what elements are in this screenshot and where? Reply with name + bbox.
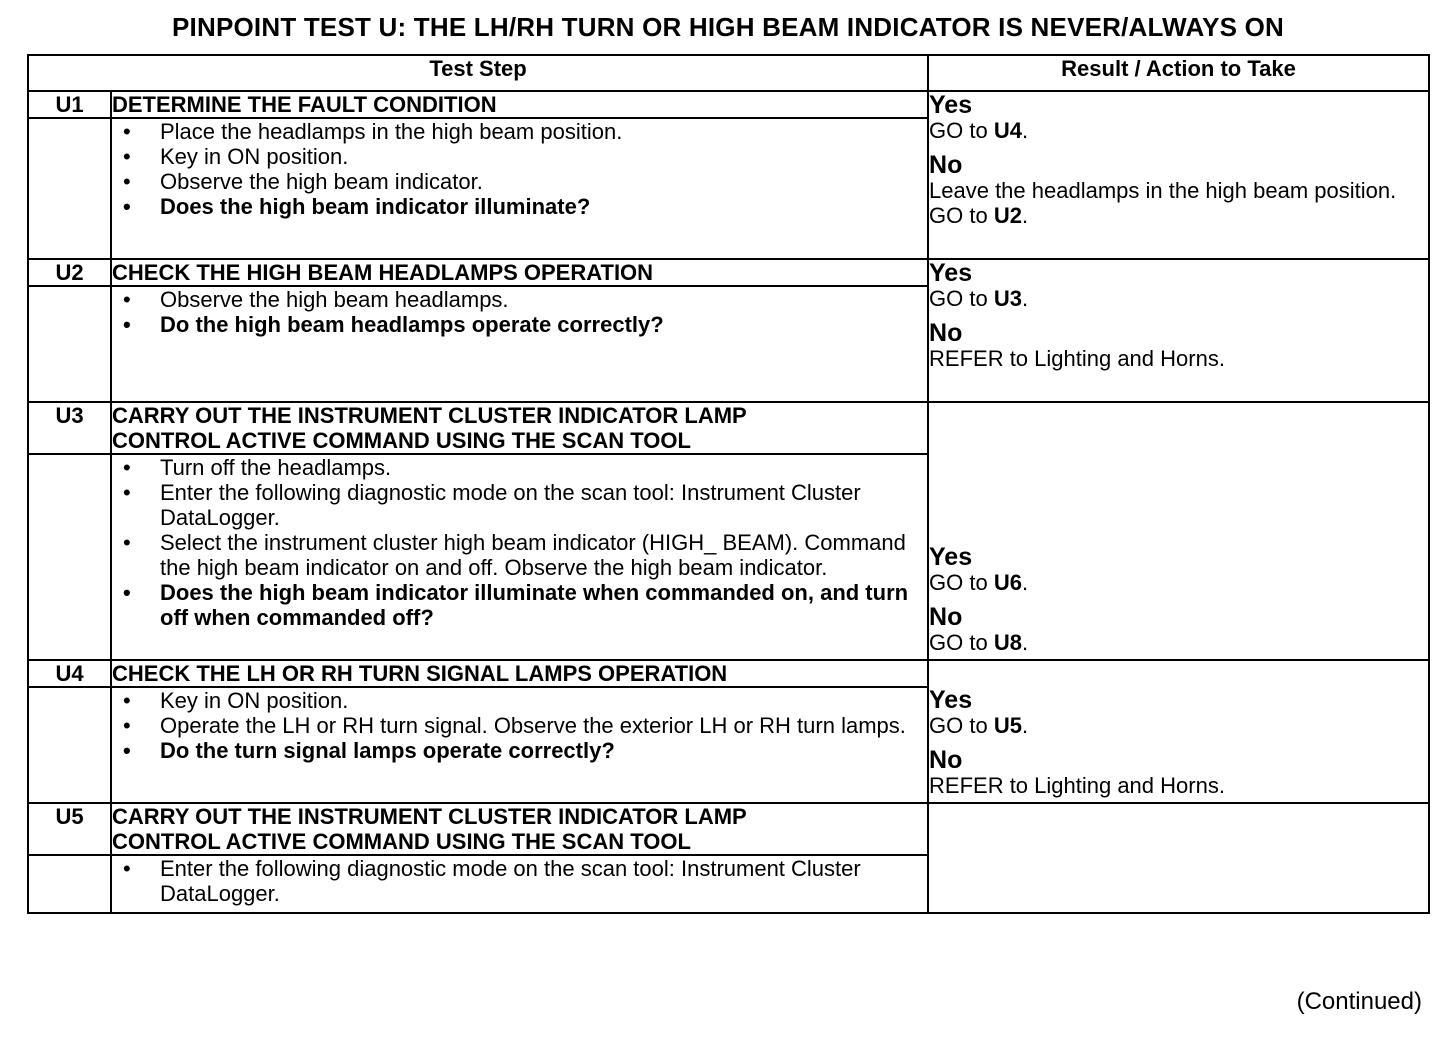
no-action: REFER to Lighting and Horns. bbox=[929, 773, 1225, 798]
step-u4-title-row bbox=[28, 660, 1429, 687]
step-result bbox=[928, 660, 1429, 803]
yes-label: Yes bbox=[929, 259, 973, 287]
yes-action: GO to U4. bbox=[929, 118, 1029, 143]
no-label: No bbox=[929, 746, 963, 774]
step-title bbox=[111, 803, 928, 855]
step-question: • Does the high beam indicator illuminate when commanded on, and turn off when commanded off? bbox=[160, 580, 927, 630]
step-bullet: • Operate the LH or RH turn signal. Observe the exterior LH or RH turn lamps. bbox=[160, 713, 927, 738]
step-question: • Do the high beam headlamps operate correctly? bbox=[160, 312, 927, 337]
no-label: No bbox=[929, 151, 963, 179]
yes-action: GO to U6. bbox=[929, 570, 1029, 595]
step-result bbox=[928, 803, 1429, 913]
step-link[interactable]: U4 bbox=[993, 118, 1022, 143]
step-body bbox=[111, 286, 928, 402]
continued-label: (Continued) bbox=[1296, 988, 1422, 1015]
step-result bbox=[928, 91, 1429, 259]
no-action: GO to U8. bbox=[929, 630, 1029, 655]
step-title bbox=[111, 91, 928, 118]
step-u2-title-row bbox=[28, 259, 1429, 286]
step-title-line: CHECK THE LH OR RH TURN SIGNAL LAMPS OPERATION bbox=[112, 661, 728, 686]
step-result bbox=[928, 402, 1429, 660]
yes-action: GO to U3. bbox=[929, 286, 1029, 311]
step-title bbox=[111, 259, 928, 286]
step-bullet: • Key in ON position. bbox=[160, 688, 927, 713]
step-id: U3 bbox=[28, 402, 111, 454]
step-bullet: • Enter the following diagnostic mode on the scan tool: Instrument Cluster DataLogger. bbox=[160, 856, 927, 906]
yes-label: Yes bbox=[929, 91, 973, 119]
step-link[interactable]: U3 bbox=[993, 286, 1022, 311]
step-result bbox=[928, 259, 1429, 402]
step-title-line: DETERMINE THE FAULT CONDITION bbox=[112, 92, 497, 117]
step-u3-title-row bbox=[28, 402, 1429, 454]
step-id: U2 bbox=[28, 259, 111, 286]
step-bullet: • Turn off the headlamps. bbox=[160, 455, 927, 480]
no-action: REFER to Lighting and Horns. bbox=[929, 346, 1225, 371]
step-bullet: • Observe the high beam indicator. bbox=[160, 169, 927, 194]
step-u5-title-row bbox=[28, 803, 1429, 855]
step-title-line: CHECK THE HIGH BEAM HEADLAMPS OPERATION bbox=[112, 260, 654, 285]
step-bullet: • Key in ON position. bbox=[160, 144, 927, 169]
step-body bbox=[111, 118, 928, 259]
step-title-line: CONTROL ACTIVE COMMAND USING THE SCAN TOOL bbox=[112, 829, 691, 854]
step-id: U4 bbox=[28, 660, 111, 687]
yes-action: GO to U5. bbox=[929, 713, 1029, 738]
step-u1-title-row bbox=[28, 91, 1429, 118]
step-bullet: • Enter the following diagnostic mode on the scan tool: Instrument Cluster DataLogger. bbox=[160, 480, 927, 530]
pinpoint-test-table bbox=[27, 54, 1430, 914]
step-body bbox=[111, 454, 928, 660]
table-header-row bbox=[28, 55, 1429, 91]
no-label: No bbox=[929, 603, 963, 631]
step-body bbox=[111, 687, 928, 803]
step-id: U5 bbox=[28, 803, 111, 855]
no-label: No bbox=[929, 319, 963, 347]
step-link[interactable]: U8 bbox=[993, 630, 1022, 655]
test-step-header: Test Step bbox=[28, 55, 928, 91]
step-bullet: • Observe the high beam headlamps. bbox=[160, 287, 927, 312]
step-question: • Do the turn signal lamps operate correctly? bbox=[160, 738, 927, 763]
page-title: PINPOINT TEST U: THE LH/RH TURN OR HIGH BEAM INDICATOR IS NEVER/ALWAYS ON bbox=[172, 12, 1284, 42]
step-bullet: • Place the headlamps in the high beam position. bbox=[160, 119, 927, 144]
step-title-line: CONTROL ACTIVE COMMAND USING THE SCAN TOOL bbox=[112, 428, 691, 453]
step-id: U1 bbox=[28, 91, 111, 118]
yes-label: Yes bbox=[929, 686, 973, 714]
no-action: Leave the headlamps in the high beam position. GO to U2. bbox=[929, 178, 1397, 228]
step-bullet: • Select the instrument cluster high beam indicator (HIGH_ BEAM). Command the high beam indicator on and off. Observe the high beam indicator. bbox=[160, 530, 927, 580]
step-question: • Does the high beam indicator illuminate? bbox=[160, 194, 927, 219]
step-title bbox=[111, 402, 928, 454]
step-link[interactable]: U6 bbox=[993, 570, 1022, 595]
step-body bbox=[111, 855, 928, 913]
result-header: Result / Action to Take bbox=[928, 55, 1429, 91]
step-link[interactable]: U2 bbox=[993, 203, 1022, 228]
step-title-line: CARRY OUT THE INSTRUMENT CLUSTER INDICATOR LAMP bbox=[112, 403, 747, 428]
step-title-line: CARRY OUT THE INSTRUMENT CLUSTER INDICATOR LAMP bbox=[112, 804, 747, 829]
step-link[interactable]: U5 bbox=[993, 713, 1022, 738]
yes-label: Yes bbox=[929, 543, 973, 571]
step-title bbox=[111, 660, 928, 687]
